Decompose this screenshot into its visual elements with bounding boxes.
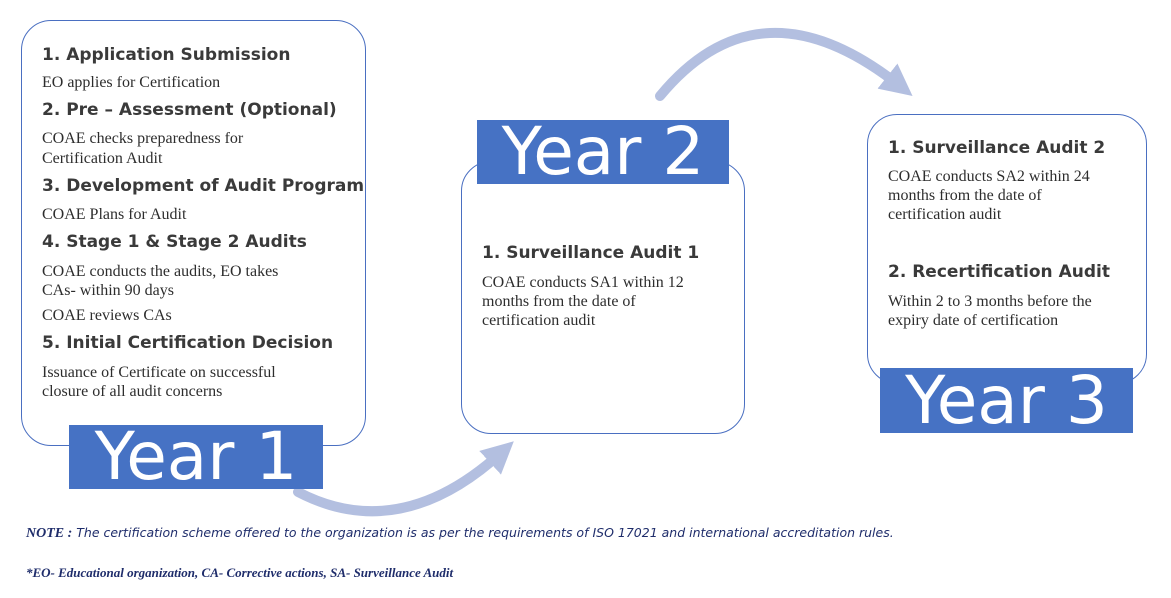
year3-label: Year 3 (880, 368, 1133, 433)
year1-step3-title: 3. Development of Audit Program (42, 176, 365, 196)
year3-card (867, 114, 1147, 384)
note-prefix: NOTE : (26, 526, 73, 541)
year1-step5-line2: closure of all audit concerns (42, 383, 223, 400)
note-line (26, 525, 894, 542)
year2-step1-title: 1. Surveillance Audit 1 (482, 243, 700, 263)
year3-step2-line2: expiry date of certification (888, 312, 1059, 329)
year1-step3-line1: COAE Plans for Audit (42, 206, 187, 223)
year1-step2-title: 2. Pre – Assessment (Optional) (42, 100, 337, 120)
year1-card (21, 20, 366, 446)
year2-step1-line1: COAE conducts SA1 within 12 (482, 274, 684, 291)
year1-step1-title: 1. Application Submission (42, 45, 291, 65)
arrow-year2-to-year3 (660, 33, 900, 96)
year2-step1-line2: months from the date of (482, 293, 636, 310)
year2-card (461, 161, 745, 434)
arrow-year1-to-year2 (298, 452, 502, 511)
year1-label: Year 1 (69, 425, 323, 489)
year3-step2-title: 2. Recertification Audit (888, 262, 1110, 282)
year1-step2-line1: COAE checks preparedness for (42, 130, 244, 147)
year1-step4-line1: COAE conducts the audits, EO takes (42, 263, 279, 280)
year1-step4-line2: CAs- within 90 days (42, 282, 174, 299)
year3-step1-line2: months from the date of (888, 187, 1042, 204)
year1-step5-title: 5. Initial Certification Decision (42, 333, 334, 353)
year2-label: Year 2 (477, 120, 729, 184)
year1-step4-line3: COAE reviews CAs (42, 307, 172, 324)
year3-step1-line3: certification audit (888, 206, 1002, 223)
year3-step1-line1: COAE conducts SA2 within 24 (888, 168, 1090, 185)
year3-step2-line1: Within 2 to 3 months before the (888, 293, 1092, 310)
year1-step4-title: 4. Stage 1 & Stage 2 Audits (42, 232, 307, 252)
year1-step5-line1: Issuance of Certificate on successful (42, 364, 276, 381)
year1-step2-line2: Certification Audit (42, 150, 163, 167)
year2-step1-line3: certification audit (482, 312, 596, 329)
year3-step1-title: 1. Surveillance Audit 2 (888, 138, 1106, 158)
note-text: The certification scheme offered to the organization is as per the requirements of ISO 17021 and international accreditation rules. (72, 525, 894, 540)
year1-step1-line1: EO applies for Certification (42, 74, 221, 91)
abbreviations-line: *EO- Educational organization, CA- Corrective actions, SA- Surveillance Audit (26, 565, 454, 580)
